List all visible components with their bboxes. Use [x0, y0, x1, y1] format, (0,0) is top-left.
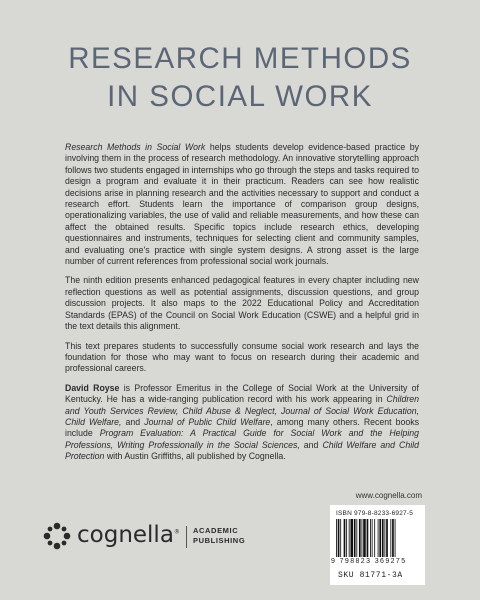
- sku-label: SKU 81771-3A: [338, 571, 403, 580]
- barcode-icon: [336, 519, 419, 557]
- bio-book-last: Child Welfare and Child Protection: [65, 439, 419, 462]
- book-title-inline: Research Methods in Social Work: [65, 142, 206, 152]
- paragraph-1-text: helps students develop evidence-based practice by involving them in the process of research methodology. An innovative storytelling approach follows two students engaged in internships who go through the steps and tasks required to design a program and evaluate it in their practicum. Readers can see how realistic decisions arise in planning research and the activities necessary to support and conduct a research effort. Students learn the importance of comparison group designs, operationalizing variables, the use of valid and reliable measurements, and how these can affect the obtained results. Specific topics include research ethics, developing questionnaires and instruments, techniques for selecting client and community samples, and evaluating one's practice with single system designs. A strong asset is the large number of current references from professional social work journals.: [65, 142, 419, 267]
- logo-wordmark: [77, 522, 180, 548]
- wordmark-text: cognella: [77, 522, 174, 548]
- cognella-mark-icon: [42, 521, 72, 551]
- barcode-number: 9 798823 369275: [331, 558, 407, 565]
- paragraph-1: [65, 142, 419, 267]
- title-line-1: RESEARCH METHODS: [68, 42, 412, 75]
- barcode-panel: [330, 505, 425, 585]
- bio-text-b: and: [121, 416, 145, 427]
- isbn-label: ISBN 979-8-8233-6927-5: [336, 510, 414, 517]
- bio-books: Program Evaluation: A Practical Guide for Social Work and the Helping Professions, Writing Professionally in the Social Sciences,: [65, 428, 419, 450]
- author-bio: [65, 383, 419, 463]
- paragraph-3: This text prepares students to successfully consume social work research and lays the foundation for those who may want to focus on research during their academic and professional careers.: [65, 340, 419, 374]
- logo-subtitle: [193, 526, 245, 546]
- bio-journals: Children and Youth Services Review, Child Abuse & Neglect, Journal of Social Work Education, Child Welfare,: [65, 394, 419, 427]
- bio-text-c: , among many others. Recent books include: [65, 416, 419, 439]
- trademark-symbol: ®: [173, 528, 180, 536]
- logo-subtitle-line-2: PUBLISHING: [193, 536, 246, 545]
- title-line-2: IN SOCIAL WORK: [107, 80, 373, 113]
- book-title: [0, 40, 480, 116]
- author-name: David Royse: [65, 382, 120, 393]
- bio-journal-last: Journal of Public Child Welfare: [144, 416, 271, 427]
- bio-text-d: and: [299, 439, 323, 450]
- paragraph-2: The ninth edition presents enhanced pedagogical features in every chapter including new reflection questions as well as potential assignments, discussion questions, and group discussion projects. It also maps to the 2022 Educational Policy and Accreditation Standards (EPAS) of the Council on Social Work Education (CSWE) and a helpful grid in the text details this alignment.: [65, 275, 419, 332]
- description: [65, 142, 419, 471]
- logo-divider: [186, 526, 187, 548]
- bio-text-a: is Professor Emeritus in the College of Social Work at the University of Kentucky. He has a wide-ranging publication record with his work appearing in: [65, 382, 419, 405]
- publisher-url: www.cognella.com: [355, 491, 422, 500]
- publisher-logo: [42, 517, 272, 557]
- logo-subtitle-line-1: ACADEMIC: [193, 526, 239, 535]
- bio-text-e: with Austin Griffiths, all published by Cognella.: [104, 451, 286, 462]
